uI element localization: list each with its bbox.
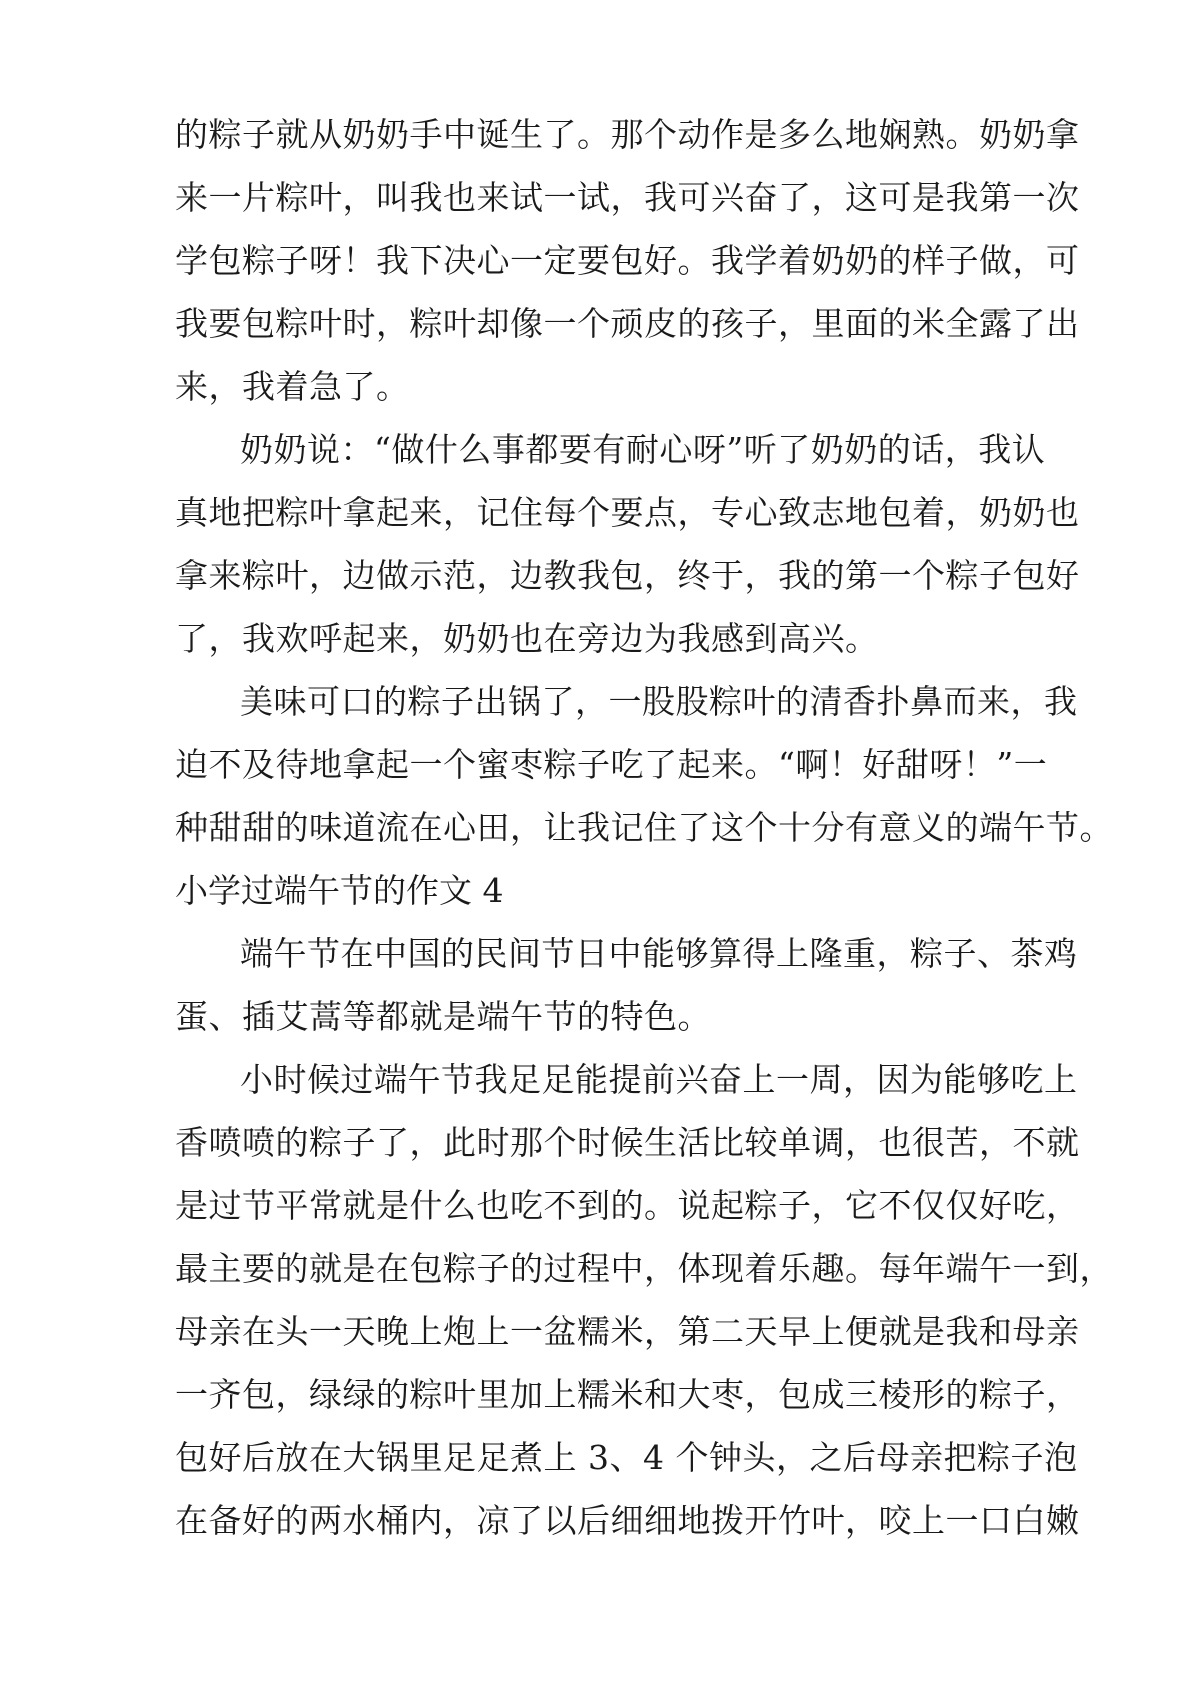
text-line: 迫不及待地拿起一个蜜枣粽子吃了起来。“啊！好甜呀！”一 bbox=[175, 745, 1048, 784]
text-line: 母亲在头一天晚上炮上一盆糯米，第二天早上便就是我和母亲 bbox=[175, 1312, 1080, 1351]
text-line: 真地把粽叶拿起来，记住每个要点，专心致志地包着，奶奶也 bbox=[175, 493, 1080, 532]
text-line: 是过节平常就是什么也吃不到的。说起粽子，它不仅仅好吃， bbox=[175, 1186, 1080, 1225]
text-line: 的粽子就从奶奶手中诞生了。那个动作是多么地娴熟。奶奶拿 bbox=[175, 115, 1080, 154]
paragraph-first-line: 奶奶说：“做什么事都要有耐心呀”听了奶奶的话，我认 bbox=[240, 430, 1046, 469]
text-line: 来一片粽叶，叫我也来试一试，我可兴奋了，这可是我第一次 bbox=[175, 178, 1080, 217]
text-line: 我要包粽叶时，粽叶却像一个顽皮的孩子，里面的米全露了出 bbox=[175, 304, 1080, 343]
text-line: 拿来粽叶，边做示范，边教我包，终于，我的第一个粽子包好 bbox=[175, 556, 1080, 595]
text-line: 学包粽子呀！我下决心一定要包好。我学着奶奶的样子做，可 bbox=[175, 241, 1080, 280]
text-line: 了，我欢呼起来，奶奶也在旁边为我感到高兴。 bbox=[175, 619, 879, 658]
text-line: 蛋、插艾蒿等都就是端午节的特色。 bbox=[175, 997, 711, 1036]
paragraph-first-line: 端午节在中国的民间节日中能够算得上隆重，粽子、茶鸡 bbox=[240, 934, 1078, 973]
text-line: 香喷喷的粽子了，此时那个时候生活比较单调，也很苦，不就 bbox=[175, 1123, 1080, 1162]
section-heading: 小学过端午节的作文 4 bbox=[175, 871, 504, 910]
text-line: 种甜甜的味道流在心田，让我记住了这个十分有意义的端午节。 bbox=[175, 808, 1113, 847]
text-line: 包好后放在大锅里足足煮上 3、4 个钟头，之后母亲把粽子泡 bbox=[175, 1438, 1078, 1477]
text-line: 在备好的两水桶内，凉了以后细细地拨开竹叶，咬上一口白嫩 bbox=[175, 1501, 1080, 1540]
text-line: 最主要的就是在包粽子的过程中，体现着乐趣。每年端午一到， bbox=[175, 1249, 1113, 1288]
text-line: 一齐包，绿绿的粽叶里加上糯米和大枣，包成三棱形的粽子， bbox=[175, 1375, 1080, 1414]
paragraph-first-line: 美味可口的粽子出锅了，一股股粽叶的清香扑鼻而来，我 bbox=[240, 682, 1078, 721]
text-line: 来，我着急了。 bbox=[175, 367, 410, 406]
paragraph-first-line: 小时候过端午节我足足能提前兴奋上一周，因为能够吃上 bbox=[240, 1060, 1078, 1099]
